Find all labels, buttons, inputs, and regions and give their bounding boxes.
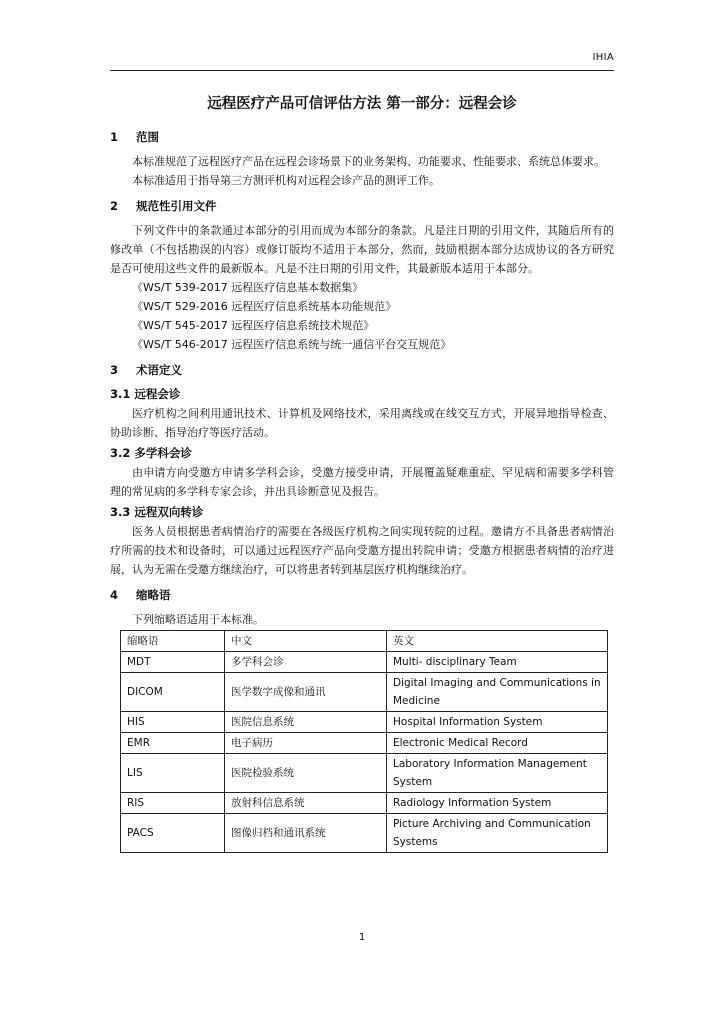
table-row xyxy=(121,652,608,673)
section-number: 1 xyxy=(110,130,119,144)
table-cell: 多学科会诊 xyxy=(225,652,387,673)
table-cell: DICOM xyxy=(121,673,225,712)
table-cell: 医院检验系统 xyxy=(225,754,387,793)
table-cell: HIS xyxy=(121,712,225,733)
table-cell: MDT xyxy=(121,652,225,673)
table-row xyxy=(121,814,608,853)
reference-item: 《WS/T 545-2017 远程医疗信息系统技术规范》 xyxy=(132,319,375,332)
reference-item: 《WS/T 546-2017 远程医疗信息系统与统一通信平台交互规范》 xyxy=(132,338,452,351)
table-cell: Digital Imaging and Communications in Medicine xyxy=(387,673,608,712)
column-header: 中文 xyxy=(225,631,387,652)
table-cell: RIS xyxy=(121,793,225,814)
section-heading-terms xyxy=(110,360,614,381)
section-number: 3 xyxy=(110,363,119,377)
term-heading: 3.1 远程会诊 xyxy=(110,387,181,401)
paragraph: 下列文件中的条款通过本部分的引用而成为本部分的条款。凡是注日期的引用文件，其随后所有的修改单（不包括勘误的内容）或修订版均不适用于本部分，然而，鼓励根据本部分达成协议的各方研究是否可使用这些文件的最新版本。凡是不注日期的引用文件，其最新版本适用于本部分。 xyxy=(110,224,614,275)
column-header: 缩略语 xyxy=(121,631,225,652)
table-row xyxy=(121,754,608,793)
table-header-row xyxy=(121,631,608,652)
table-cell: Hospital Information System xyxy=(387,712,608,733)
section-title: 范围 xyxy=(136,130,159,144)
term-definition: 医务人员根据患者病情治疗的需要在各级医疗机构之间实现转院的过程。邀请方不具备患者病情治疗所需的技术和设备时，可以通过远程医疗产品向受邀方提出转院申请；受邀方根据患者病情的治疗进展，认为无需在受邀方继续治疗，可以将患者转到基层医疗机构继续治疗。 xyxy=(110,525,614,576)
abbreviation-table xyxy=(120,630,608,853)
table-row xyxy=(121,673,608,712)
section-heading-normative-references xyxy=(110,196,614,217)
table-cell: Picture Archiving and Communication Systems xyxy=(387,814,608,853)
section-number: 4 xyxy=(110,588,119,602)
table-cell: 图像归档和通讯系统 xyxy=(225,814,387,853)
section-title: 规范性引用文件 xyxy=(136,199,217,213)
term-heading: 3.2 多学科会诊 xyxy=(110,446,192,460)
document-body xyxy=(110,92,614,853)
section-title: 缩略语 xyxy=(136,588,171,602)
paragraph: 本标准规范了远程医疗产品在远程会诊场景下的业务架构、功能要求、性能要求、系统总体要求。 xyxy=(132,155,605,168)
reference-item: 《WS/T 529-2016 远程医疗信息系统基本功能规范》 xyxy=(132,300,397,313)
table-cell: Electronic Medical Record xyxy=(387,733,608,754)
table-cell: 医院信息系统 xyxy=(225,712,387,733)
table-cell: LIS xyxy=(121,754,225,793)
section-heading-abbreviations xyxy=(110,585,614,606)
table-cell: Radiology Information System xyxy=(387,793,608,814)
table-cell: PACS xyxy=(121,814,225,853)
header-divider xyxy=(110,70,614,71)
table-cell: 医学数字成像和通讯 xyxy=(225,673,387,712)
term-definition: 由申请方向受邀方申请多学科会诊，受邀方接受申请，开展覆盖疑难重症、罕见病和需要多学科管理的常见病的多学科专家会诊，并出具诊断意见及报告。 xyxy=(110,466,614,498)
page-number: 1 xyxy=(358,932,366,943)
section-title: 术语定义 xyxy=(136,363,182,377)
term-definition: 医疗机构之间利用通讯技术、计算机及网络技术，采用离线或在线交互方式，开展异地指导检查、协助诊断、指导治疗等医疗活动。 xyxy=(110,407,614,439)
table-row xyxy=(121,793,608,814)
standard-code: IHIA xyxy=(592,52,614,63)
table-cell: Laboratory Information Management System xyxy=(387,754,608,793)
table-row xyxy=(121,712,608,733)
section-heading-scope xyxy=(110,127,614,148)
column-header: 英文 xyxy=(387,631,608,652)
table-row xyxy=(121,733,608,754)
table-cell: Multi- disciplinary Team xyxy=(387,652,608,673)
paragraph: 本标准适用于指导第三方测评机构对远程会诊产品的测评工作。 xyxy=(132,174,440,187)
term-heading: 3.3 远程双向转诊 xyxy=(110,505,204,519)
table-intro: 下列缩略语适用于本标准。 xyxy=(132,613,264,626)
reference-item: 《WS/T 539-2017 远程医疗信息基本数据集》 xyxy=(132,281,364,294)
document-title: 远程医疗产品可信评估方法 第一部分：远程会诊 xyxy=(207,96,517,112)
section-number: 2 xyxy=(110,199,119,213)
table-cell: 电子病历 xyxy=(225,733,387,754)
table-cell: EMR xyxy=(121,733,225,754)
table-cell: 放射科信息系统 xyxy=(225,793,387,814)
